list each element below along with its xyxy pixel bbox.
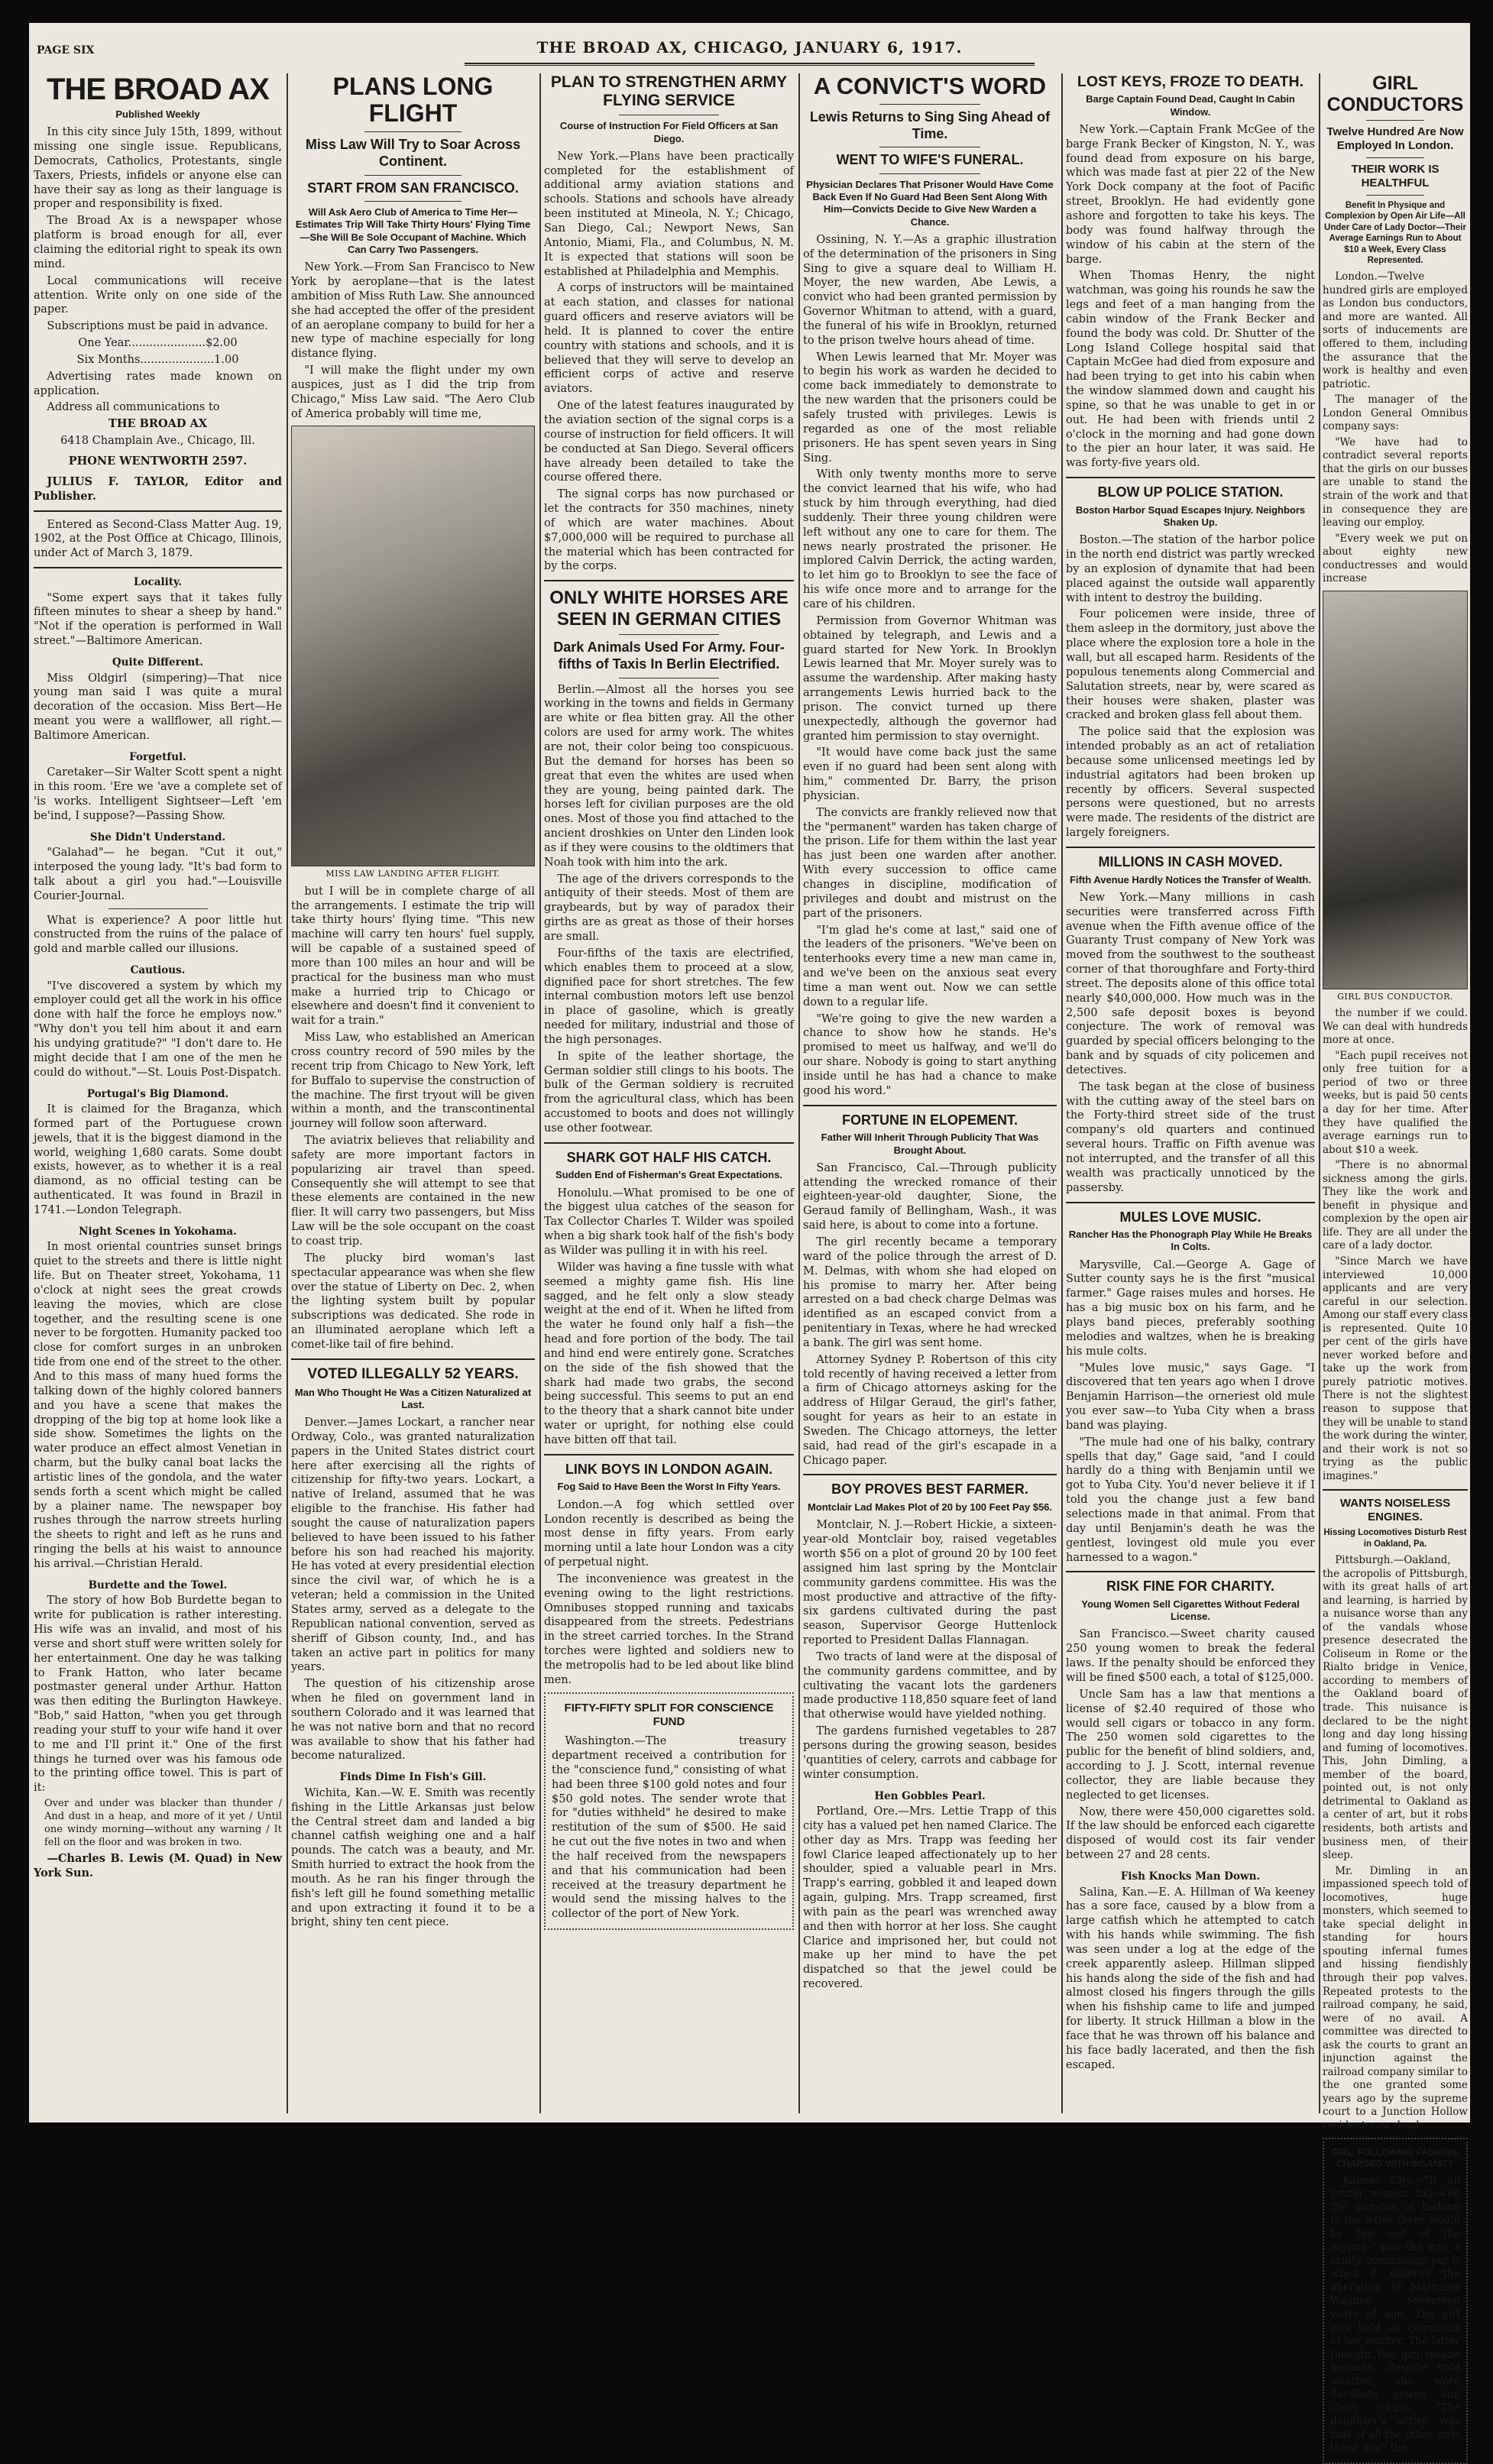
subhead: Young Women Sell Cigarettes Without Federal License. bbox=[1081, 1598, 1300, 1623]
masthead-rule bbox=[465, 63, 1035, 66]
paragraph: In this city since July 15th, 1899, without missing one single issue. Republicans, Democrats, Catholics, Protestants, single Taxers, Priests, infidels or anyone else can have their say as long as their language is proper and responsibility is fixed. bbox=[34, 126, 282, 211]
paragraph: "We're going to give the new warden a chance to show how he stands. He's promised to meet us halfway, and we'll do our share. Nobody is going to start anything inside until he has had a chance to make good his word." bbox=[803, 1012, 1057, 1097]
divider bbox=[1366, 195, 1424, 196]
box-heading: FIFTY-FIFTY SPLIT FOR CONSCIENCE FUND bbox=[564, 1701, 774, 1729]
paragraph: Miss Law, who established an American cross country record of 590 miles by the recent trip from Chicago to New York, left for Buffalo to supervise the construction of the machine. The first tryout will be given within a month, and the transcontinental journey will follow soon afterward. bbox=[291, 1031, 535, 1131]
paper-subtitle: Published Weekly bbox=[115, 108, 200, 120]
column-4 bbox=[803, 73, 1057, 2113]
divider bbox=[291, 1358, 535, 1360]
headline: BOY PROVES BEST FARMER. bbox=[831, 1481, 1028, 1498]
paragraph: "Some expert says that it takes fully fifteen minutes to shear a sheep by hand." "Not if the operation is performed in Wall street."—Baltimore American. bbox=[34, 591, 282, 648]
subhead: Will Ask Aero Club of America to Time Her—Estimates Trip Will Take Thirty Hours' Flying Time—She Will Be Sole Occupant of Machine. Which Can Carry Two Passengers. bbox=[295, 206, 531, 255]
paragraph: Four-fifths of the taxis are electrified, which enables them to proceed at a slow, dignified pace for short stretches. The few internal combustion motors left use benzol in place of gasoline, which is greatly needed for military, industrial and those of the high personages. bbox=[544, 947, 794, 1046]
paragraph: Address all communications to bbox=[47, 401, 220, 414]
subhead: Father Will Inherit Through Publicity That Was Brought About. bbox=[821, 1132, 1039, 1156]
subhead: Rancher Has the Phonograph Play While He Breaks In Colts. bbox=[1068, 1229, 1313, 1253]
subhead: Fog Said to Have Been the Worst In Fifty Years. bbox=[557, 1481, 781, 1493]
paragraph: "Mules love music," says Gage. "I discovered that ten years ago when I drove Benjamin Harrison—the orneriest old mule you ever saw—to Yuba City when a brass band was playing. bbox=[1066, 1362, 1315, 1432]
paragraph: Mr. Dimling in an impassioned speech told of locomotives, huge monsters, which seemed to take special delight in standing for hours spouting infernal fumes and hissing fiendishly through their pop valves. Repeated protests to the railroad company, he said, were of no avail. A committee was directed to ask the courts to grant an injunction against the railroad company similar to the one granted some years ago by the supreme court to a Junction Hollow resident now dead. bbox=[1323, 1864, 1468, 2132]
paragraph: The manager of the London General Omnibus company says: bbox=[1323, 393, 1468, 433]
paragraph: The plucky bird woman's last spectacular appearance was when she flew over the statue of Liberty on Dec. 2, when the lighting system built by popular subscriptions was dedicated. She rode in an illuminated aeroplane which left a comet-like tail of fire behind. bbox=[291, 1251, 535, 1351]
paragraph: Local communications will receive attention. Write only on one side of the paper. bbox=[34, 274, 282, 316]
paragraph: The age of the drivers corresponds to the antiquity of their steeds. Most of them are graybeards, but by way of paradox their girths are as great as those of their horses are small. bbox=[544, 873, 794, 943]
subhead: Boston Harbor Squad Escapes Injury. Neighbors Shaken Up. bbox=[1075, 503, 1306, 529]
headline: GIRL CONDUCTORS bbox=[1326, 73, 1464, 115]
paragraph: "It would have come back just the same even if no guard had been sent along with him," commented Dr. Barry, the prison physician. bbox=[803, 746, 1057, 802]
headline: ONLY WHITE HORSES ARE SEEN IN GERMAN CITIES bbox=[549, 588, 789, 630]
item-heading: She Didn't Understand. bbox=[89, 831, 226, 843]
paragraph: Ossining, N. Y.—As a graphic illustration of the determination of the prisoners in Sing Sing to give a square deal to William H. Moyer, the new warden, Abe Lewis, a convict who had been granted permission by Governor Whitman to attend, with a guard, the funeral of his wife in Brooklyn, returned to the prison twelve hours ahead of time. bbox=[803, 233, 1057, 347]
paragraph: New York.—Captain Frank McGee of the barge Frank Becker of Kingston, N. Y., was found dead from exposure on his barge, which was made fast at pier 22 of the New York Dock company at the foot of Pacific street, Brooklyn. He had evidently gone ashore and forgotten to take his keys. The body was found halfway through the window of his cabin at the stern of the barge. bbox=[1066, 123, 1315, 266]
column-5 bbox=[1066, 73, 1315, 2113]
paragraph: San Francisco, Cal.—Through publicity attending the wrecked romance of their eighteen-year-old daughter, Sione, the Geraud family of Bellingham, Wash., it was said here, is about to come into a fortune. bbox=[803, 1161, 1057, 1232]
paragraph: In most oriental countries sunset brings quiet to the streets and there is little night life. But on Theater street, Yokohama, 11 o'clock at night sees the great crowds leaving the movies, which are close together, and the resulting scene is one never to be forgotten. Humanity packed too close for comfort surges in an unbroken tide from one end of the street to the other. And to this mass of many hued forms the talking down of the highly colored banners and you have a scene that makes the dropping of the big top at home look like a side show. Sometimes the lights on the water produce an effect almost Venetian in charm, but the bulky canal boat lacks the artistic lines of the gondola, and the water sends forth a scent which might be called by a plainer name. The newspaper boy rushes through the narrow streets hurling the sheets to right and left as he runs and ringing the bells at his waist to announce his arrival.—Christian Herald. bbox=[34, 1241, 282, 1570]
page-number: PAGE SIX bbox=[37, 44, 95, 57]
headline: RISK FINE FOR CHARITY. bbox=[1106, 1578, 1274, 1595]
deck: Twelve Hundred Are Now Employed In London. bbox=[1326, 125, 1464, 152]
boxed-story bbox=[544, 1692, 794, 1930]
paragraph: The signal corps has now purchased or let the contracts for 350 machines, ninety of which are water machines. About $7,000,000 will be required to purchase all the material which has been contracted for by the corps. bbox=[544, 488, 794, 573]
paragraph: When Thomas Henry, the night watchman, was going his rounds he saw the legs and feet of a man hanging from the cabin window of the Frank Becker and found the body was cold. Dr. Shutter of the Long Island College hospital said that Captain McGee had died from exposure and had been trying to get into his cabin when the window slammed down and caught his spine, so that he was unable to get in or out. He had been with friends until 2 o'clock in the morning and had gone down to the pier an hour later, it was said. He was forty-five years old. bbox=[1066, 270, 1315, 470]
divider bbox=[544, 580, 794, 581]
item-heading: Forgetful. bbox=[129, 750, 186, 763]
deck-heading: START FROM SAN FRANCISCO. bbox=[307, 180, 519, 196]
divider bbox=[34, 510, 282, 512]
divider bbox=[108, 908, 208, 909]
paragraph: Two tracts of land were at the disposal of the community gardens committee, and by cultivating the vacant lots the gardeners made productive 118,850 square feet of land that otherwise would have yielded nothing. bbox=[803, 1650, 1057, 1721]
subhead: Course of Instruction For Field Officers at San Diego. bbox=[559, 120, 779, 144]
paragraph: The Broad Ax is a newspaper whose platform is broad enough for all, ever claiming the editorial right to speak its own mind. bbox=[34, 215, 282, 270]
paper-title: THE BROAD AX bbox=[47, 73, 269, 106]
address-line: 6418 Champlain Ave., Chicago, Ill. bbox=[60, 435, 255, 448]
paragraph: "There is no abnormal sickness among the girls. They like the work and benefit in physique and complexion by the open air life. They are all under the care of a lady doctor. bbox=[1323, 1159, 1468, 1252]
divider bbox=[1066, 477, 1315, 478]
photo-caption: GIRL BUS CONDUCTOR. bbox=[1337, 991, 1453, 1002]
paragraph: The aviatrix believes that reliability and safety are more important factors in popularizing air travel than speed. Consequently she will attempt to see that these elements are contained in the new flier. It will carry two passengers, but Miss Law will be the sole occupant on the coast to coast trip. bbox=[291, 1135, 535, 1248]
deck: Miss Law Will Try to Soar Across Continent. bbox=[305, 137, 521, 169]
paragraph: "Every week we put on about eighty new conductresses and would increase bbox=[1323, 532, 1468, 585]
rate-line: Six Months.....................1.00 bbox=[76, 353, 239, 366]
headline: A CONVICT'S WORD bbox=[813, 73, 1047, 99]
paragraph: New York.—Plans have been practically completed for the establishment of additional army aviation stations and schools. Stations and schools have already been instituted at Mineola, N. Y.; Chicago, San Diego, Cal.; Newport News, San Antonio, Miami, Fla., and Columbus, N. M. It is expected that stations will soon be established at Philadelphia and Memphis. bbox=[544, 150, 794, 278]
headline: PLAN TO STRENGTHEN ARMY FLYING SERVICE bbox=[550, 73, 788, 110]
paragraph: Kansas City.—"If all young women followed the dictates of fashion to the letter there would be few out of the asylum," was the way a sanity commission put it when it ordered the liberation of Margaret Wagner, seventeen years of age. The girl was held on complaint of her mother. The latter thought the girl insane because, despite cold weather, she wore decollete gowns and short skirts. "The daughter's attire was that of all the other girls these day," the bbox=[1330, 2174, 1460, 2455]
paragraph: Attorney Sydney P. Robertson of this city told recently of having received a letter from a firm of Chicago attorneys asking for the address of Hilgar Geraud, the girl's father, sought for years as heir to an estate in Sweden. The Chicago attorneys, the letter said, had read of the girl's escapade in a Chicago paper. bbox=[803, 1353, 1057, 1467]
paragraph: "Galahad"— he began. "Cut it out," interposed the young lady. "It's bad form to talk about a girl you had."—Louisville Courier-Journal. bbox=[34, 847, 282, 902]
paragraph: New York.—Many millions in cash securities were transferred across Fifth avenue when the Fifth avenue office of the Guaranty Trust company of New York was moved from the southwest to the southeast corner of that thoroughfare and Forty-third street. The deposits alone of this office total nearly $40,000,000. How much was in the 2,500 safe deposit boxes is beyond conjecture. The work of removal was guarded by special officers belonging to the bank and by squads of city policemen and detectives. bbox=[1066, 891, 1315, 1077]
paragraph: San Francisco.—Sweet charity caused 250 young women to break the federal laws. If the penalty should be enforced they will be fined $500 each, a total of $125,000. bbox=[1066, 1628, 1315, 1684]
paragraph: "We have had to contradict several reports that the girls on our busses are unable to stand the strain of the work and that in consequence they are leaving our employ. bbox=[1323, 435, 1468, 529]
divider bbox=[803, 1105, 1057, 1106]
paragraph: What is experience? A poor little hut constructed from the ruins of the palace of gold and marble called our illusions. bbox=[34, 914, 282, 956]
paragraph: Portland, Ore.—Mrs. Lettie Trapp of this city has a valued pet hen named Clarice. The other day as Mrs. Trapp was feeding her fowl Clarice leaped affectionately up to her shoulder, spied a valuable pearl in Mrs. Trapp's earring, gobbled it and leaped down again, gulping. Mrs. Trapp screamed, first with pain as the pearl was wrenched away and then with horror at her loss. She caught Clarice and imprisoned her, but could not make up her mind to have the pet dispatched so that the jewel could be recovered. bbox=[803, 1805, 1057, 1991]
paragraph: The inconvenience was greatest in the evening owing to the light restrictions. Omnibuses stopped running and taxicabs disappeared from the streets. Pedestrians in the street carried torches. In the Strand torches were lighted and soldiers new to the metropolis had to be led about like blind men. bbox=[544, 1572, 794, 1686]
subhead: Montclair Lad Makes Plot of 20 by 100 Feet Pay $56. bbox=[807, 1501, 1053, 1514]
paragraph: "The mule had one of his balky, contrary spells that day," Gage said, "and I could hardly do a thing with Benjamin until we got to Yuba City. You'd never believe it if I told you the change just a few band selections made in that animal. From that day until Benjamin's death he was the gentlest, lovingest old mule you ever harnessed to a wagon." bbox=[1066, 1436, 1315, 1564]
paragraph: Montclair, N. J.—Robert Hickie, a sixteen-year-old Montclair boy, raised vegetables worth $56 on a plot of ground 20 by 100 feet assigned him last spring by the Montclair community gardens committee. His was the most productive and attractive of the fifty-six gardens cultivated during the past season, Supervisor George Huttenlock reported to President Dallas Flannagan. bbox=[803, 1519, 1057, 1647]
paragraph: The gardens furnished vegetables to 287 persons during the growing season, besides 'quantities of celery, carrots and cabbage for winter consumption. bbox=[803, 1725, 1057, 1781]
paragraph: Four policemen were inside, three of them asleep in the dormitory, just above the place where the explosion tore a hole in the wall, but all escaped harm. Residents of the populous tenements along Commercial and Salutation streets, near by, were scared as their houses were shaken, plaster was cracked and broken glass fell about them. bbox=[1066, 608, 1315, 722]
masthead-title: THE BROAD AX, CHICAGO, JANUARY 6, 1917. bbox=[536, 38, 963, 57]
photo-miss-law bbox=[291, 426, 535, 866]
paragraph: London.—Twelve hundred girls are employed as London bus conductors, and more are wanted. All sorts of inducements are offered to them, including the assurance that the work is healthy and even patriotic. bbox=[1323, 270, 1468, 390]
divider bbox=[803, 1474, 1057, 1475]
paragraph: "I will make the flight under my own auspices, just as I did the trip from Chicago," Miss Law said. "The Aero Club of America probably will time me, bbox=[291, 364, 535, 420]
paragraph: Uncle Sam has a law that mentions a license of $2.40 required of those who would sell cigars or tobacco in any form. The 250 women sold cigarettes to the public for the benefit of blind soldiers, and, according to J. J. Scott, internal revenue collector, they are liable because they neglected to get licenses. bbox=[1066, 1688, 1315, 1802]
item-heading: Portugal's Big Diamond. bbox=[86, 1087, 229, 1100]
divider bbox=[544, 1454, 794, 1455]
column-6 bbox=[1323, 73, 1469, 2455]
paragraph: Miss Oldgirl (simpering)—That nice young man said I was quite a mural decoration of the occasion. Miss Bert—He meant you were a wallflower, all right.—Baltimore American. bbox=[34, 672, 282, 742]
paragraph: With only twenty months more to serve the convict learned that his wife, who had stuck by him through everything, had died suddenly. Their three young children were left without any one to care for them. The news nearly prostrated the prisoner. He implored Calvin Derrick, the acting warden, to let him go to Brooklyn to see the face of his wife once more and to arrange for the care of his children. bbox=[803, 468, 1057, 610]
rate-line: One Year......................$2.00 bbox=[78, 337, 238, 350]
verse: Over and under was blacker than thunder / And dust in a heap, and more of it yet / Until one windy morning—without any warning / It fell on the floor and was broken in two. bbox=[44, 1798, 282, 1848]
paragraph: The question of his citizenship arose when he filed on government land in southern Colorado and it was learned that he was not native born and that no record was available to show that his father had become naturalized. bbox=[291, 1678, 535, 1763]
divider bbox=[364, 175, 462, 176]
deck: Lewis Returns to Sing Sing Ahead of Time. bbox=[809, 109, 1051, 141]
paragraph: In spite of the leather shortage, the German soldier still clings to his boots. The bulk of the German soldiery is recruited from the agricultural class, which has been accustomed to boots and does not willingly use other footwear. bbox=[544, 1050, 794, 1135]
column-2 bbox=[291, 73, 535, 2113]
paragraph: Pittsburgh.—Oakland, the acropolis of Pittsburgh, with its great halls of art and learning, is harried by a nuisance worse than any of the vandals whose presence desecrated the Coliseum in Rome or the Rialto bridge in Venice, according to members of the Oakland board of trade. This nuisance is declared to be the night long and day long hissing and fuming of locomotives. This, John Dimling, a member of the board, pointed out, is not only detrimental to Oakland as a center of art, but it robs residents, both artists and business men, of their sleep. bbox=[1323, 1554, 1468, 1862]
deck-heading: WENT TO WIFE'S FUNERAL. bbox=[836, 152, 1024, 168]
divider bbox=[1366, 120, 1424, 121]
column-3 bbox=[544, 73, 794, 2113]
paragraph: Wichita, Kan.—W. E. Smith was recently fishing in the Little Arkansas just below the Central street dam and landed a big channel catfish weighing one and a half pounds. The catch was a beauty, and Mr. Smith hurried to extract the hook from the mouth. As he ran his finger through the fish's left gill he found something metallic and upon extracting it found it to be a bright, shiny ten cent piece. bbox=[291, 1786, 535, 1929]
paragraph: Salina, Kan.—E. A. Hillman of Wa keeney has a sore face, caused by a blow from a large catfish which he attempted to catch with his hands while swimming. The fish was seen under a log at the edge of the creek apparently asleep. Hillman slipped his hands along the side of the fish and had almost closed his fingers through the gills when his fishship came to life and jumped for liberty. It struck Hillman a blow in the face that he was thrown off his balance and his face badly lacerated, and then the fish escaped. bbox=[1066, 1886, 1315, 2071]
paragraph: The police said that the explosion was intended probably as an act of retaliation because some unlicensed meetings led by industrial agitators had been broken up recently by officers. Several suspected persons were questioned, but no arrests were made. The residents of the district are largely foreigners. bbox=[1066, 726, 1315, 840]
deck: Dark Animals Used For Army. Four-fifths of Taxis In Berlin Electrified. bbox=[553, 639, 785, 672]
subhead: Sudden End of Fisherman's Great Expectations. bbox=[555, 1169, 783, 1181]
subhead: Man Who Thought He Was a Citizen Naturalized at Last. bbox=[294, 1386, 532, 1410]
paragraph: The convicts are frankly relieved now that the "permanent" warden has taken charge of the prison. Life for them within the last year has just been one warden after another. With every succession to office came changes in discipline, modification of privileges and doubt and mistrust on the part of the prisoners. bbox=[803, 806, 1057, 920]
divider bbox=[1066, 1571, 1315, 1572]
boxed-story bbox=[1323, 2138, 1468, 2464]
paragraph: One of the latest features inaugurated by the aviation section of the signal corps is a course of instruction for field officers. It will be conducted at San Diego. Several officers have already been detailed to take the course offered there. bbox=[544, 400, 794, 484]
headline: MULES LOVE MUSIC. bbox=[1119, 1209, 1261, 1225]
paragraph: "Each pupil receives not only free tuition for a period of two or three weeks, but is paid 50 cents a day for her time. After they have qualified the average earnings run to about $10 a week. bbox=[1323, 1049, 1468, 1156]
deck-heading: THEIR WORK IS HEALTHFUL bbox=[1351, 163, 1440, 189]
paragraph: Boston.—The station of the harbor police in the north end district was partly wrecked by an explosion of dynamite that had been placed against the outside wall apparently with intent to destroy the building. bbox=[1066, 534, 1315, 604]
item-heading: Hen Gobbles Pearl. bbox=[874, 1789, 986, 1802]
photo-girl-bus-conductor bbox=[1323, 591, 1468, 989]
divider bbox=[544, 1142, 794, 1144]
paragraph: "I'm glad he's come at last," said one of the leaders of the prisoners. "We've been on tenterhooks every time a new man came in, and we've been on the anxious seat every time a man went out. Now we can settle down to a regular life. bbox=[803, 924, 1057, 1009]
phone: PHONE WENTWORTH 2597. bbox=[68, 454, 248, 468]
item-heading: Burdette and the Towel. bbox=[88, 1578, 228, 1591]
editor-line: JULIUS F. TAYLOR, Editor and Publisher. bbox=[34, 474, 282, 503]
subhead: Hissing Locomotives Disturb Rest in Oakland, Pa. bbox=[1323, 1528, 1467, 1549]
paragraph: Marysville, Cal.—George A. Gage of Sutter county says he is the first "musical farmer." Gage raises mules and horses. He has a big music box on his farm, and he plays band pieces, preferably soothing melodies and waltzes, when he is breaking his mule colts. bbox=[1066, 1258, 1315, 1358]
headline: VOTED ILLEGALLY 52 YEARS. bbox=[307, 1365, 519, 1382]
item-heading: Fish Knocks Man Down. bbox=[1120, 1870, 1261, 1883]
headline: SHARK GOT HALF HIS CATCH. bbox=[566, 1149, 772, 1165]
paragraph: Permission from Governor Whitman was obtained by telegraph, and Lewis and a guard started for New York. In Brooklyn Lewis learned that Mr. Moyer surely was to assume the wardenship. After making hasty arrangements Lewis hurried back to the prison. The convict turned up there unexpectedly, although the governor had granted him permission to stay overnight. bbox=[803, 614, 1057, 743]
column-1 bbox=[34, 73, 282, 2113]
entry-notice: Entered as Second-Class Matter Aug. 19, 1902, at the Post Office at Chicago, Illinois, under Act of March 3, 1879. bbox=[34, 518, 282, 560]
column-rule bbox=[798, 73, 800, 2113]
item-heading: Cautious. bbox=[130, 964, 186, 977]
address-name: THE BROAD AX bbox=[108, 417, 207, 431]
paragraph: Wilder was having a fine tussle with what seemed a mighty game fish. His line sagged, and he felt only a slow steady weight at the end of it. When he lifted from the water he found only half a fish—the head and fore portion of the body. The tail and hind end were entirely gone. Scratches on the side of the fish showed that the shark had made two grabs, the second being successful. This seems to put an end to the theory that a shark cannot bite under water or upright, for nothing else could have bitten off that tail. bbox=[544, 1261, 794, 1446]
item-heading: Locality. bbox=[134, 576, 182, 589]
headline: PLANS LONG FLIGHT bbox=[332, 73, 494, 128]
headline: MILLIONS IN CASH MOVED. bbox=[1098, 853, 1283, 869]
paragraph: A corps of instructors will be maintained at each station, and classes for national guard officers and reserve aviators will be held. It is planned to cover the entire country with stations and schools, and it is believed that they will serve to develop an efficient corps of active and reserve aviators. bbox=[544, 282, 794, 396]
item-heading: Night Scenes in Yokohama. bbox=[79, 1225, 237, 1238]
divider bbox=[1366, 157, 1424, 158]
paragraph: Subscriptions must be paid in advance. bbox=[47, 320, 268, 333]
paragraph: Caretaker—Sir Walter Scott spent a night in this room. 'Ere we 'ave a complete set of 'is works. Intelligent Sightseer—Left 'em be'ind, I suppose?—Passing Show. bbox=[34, 766, 282, 822]
paragraph: Denver.—James Lockart, a rancher near Ordway, Colo., was granted naturalization papers in the United States district court here after exercising all the rights of citizenship for fifty-two years. Lockart, a native of Ireland, assumed that he was eligible to the franchise. His father had sought the cause of naturalization papers believed to have been issued to his father before his son had reached his majority. He has voted at every presidential election since the civil war, of which he is a veteran; held a commission in the United States army, served as a delegate to the Republican national convention, served as sheriff of Gibson county, Ind., and has taken an active part in politics for many years. bbox=[291, 1417, 535, 1674]
subhead: Fifth Avenue Hardly Notices the Transfer of Wealth. bbox=[1070, 873, 1311, 886]
paragraph: Honolulu.—What promised to be one of the biggest ulua catches of the season for Tax Collector Charles T. Wilder was spoiled when a big shark took half of the fish's body as Wilder was pulling it in with his reel. bbox=[544, 1187, 794, 1257]
divider bbox=[1066, 1202, 1315, 1203]
headline: BLOW UP POLICE STATION. bbox=[1097, 484, 1284, 500]
paragraph: but I will be in complete charge of all the arrangements. I estimate the trip will take thirty hours' flying time. "This new machine will carry ten hours' fuel supply, will be capable of a sustained speed of more than 100 miles an hour and will be practical for the business man who must make a hurried trip to Chicago or elsewhere and doesn't find it convenient to wait for a train." bbox=[291, 885, 535, 1028]
paragraph: Advertising rates made known on application. bbox=[34, 370, 282, 397]
paragraph: London.—A fog which settled over London recently is described as being the most dense in fifty years. From early morning until a late hour London was a city of perpetual night. bbox=[544, 1498, 794, 1569]
paragraph: It is claimed for the Braganza, which formed part of the Portuguese crown jewels, that it is the biggest diamond in the world, weighing 1,680 carats. Some doubt exists, however, as to whether it is a real diamond, as no official testing can be authenticated. It was found in Brazil in 1741.—London Telegraph. bbox=[34, 1103, 282, 1216]
divider bbox=[34, 567, 282, 568]
paragraph: the number if we could. We can deal with hundreds more at once. bbox=[1323, 1007, 1468, 1047]
divider bbox=[619, 634, 719, 635]
paragraph: "I've discovered a system by which my employer could get all the work in his office done with half the force he employs now." "Why don't you tell him about it and earn his undying gratitude?" "I don't dare to. He might decide that I am one of the men he could do without."—St. Louis Post-Dispatch. bbox=[34, 979, 282, 1079]
divider bbox=[364, 131, 462, 132]
paragraph: The girl recently became a temporary ward of the police through the arrest of D. M. Delmas, with whom she had eloped on his promise to marry her. After being arrested on a bad check charge Delmas was identified as an escaped convict from a penitentiary in Texas, where he had wrecked a bank. The girl was sent home. bbox=[803, 1235, 1057, 1349]
column-rule bbox=[1319, 73, 1320, 2113]
paragraph: The task began at the close of business with the cutting away of the steel bars on the Forty-third street side of the trust company's old quarters and continued several hours. Traffic on Fifth avenue was not interrupted, and the transfer of all this wealth was practically unnoticed by the passersby. bbox=[1066, 1080, 1315, 1194]
item-heading: Finds Dime In Fish's Gill. bbox=[339, 1771, 487, 1784]
subhead: Physician Declares That Prisoner Would Have Come Back Even If No Guard Had Been Sent Along With Him—Convicts Decide to Give New Warden a Chance. bbox=[806, 178, 1054, 228]
column-rule bbox=[1061, 73, 1063, 2113]
newspaper-page bbox=[29, 23, 1470, 2455]
paragraph: When Lewis learned that Mr. Moyer was to begin his work as warden he decided to come back immediately to demonstrate to the new warden that the prisoners could be safely trusted with privileges. Lewis is regarded as one of the most reliable prisoners. He has spent seven years in Sing Sing. bbox=[803, 351, 1057, 465]
headline: WANTS NOISELESS ENGINES. bbox=[1339, 1497, 1451, 1524]
divider bbox=[1066, 847, 1315, 848]
divider bbox=[879, 104, 981, 105]
paragraph: Washington.—The treasury department received a contribution for the "conscience fund," consisting of what had been three $100 gold notes and four $50 gold notes. The sender wrote that for "duties withheld" he desired to make restitution of the sum of $500. He said he cut out the five notes in two and when the half received from the newspapers and that his communication had been received at the treasury department he would send the missing halves to the collector of the port of New York. bbox=[552, 1735, 786, 1921]
box-heading: GIRL, FOLLOWING FASHION, CHARGED WITH INSANITY bbox=[1330, 2146, 1460, 2169]
headline: FORTUNE IN ELOPEMENT. bbox=[841, 1112, 1018, 1128]
paragraph: New York.—From San Francisco to New York by aeroplane—that is the latest ambition of Miss Ruth Law. She announced she had accepted the offer of the president of an aeroplane company to build for her a new type of machine especially for long distance flying. bbox=[291, 261, 535, 361]
paragraph: Berlin.—Almost all the horses you see working in the towns and fields in Germany are white or flea bitten gray. All the other colors are used for army work. The whites are not, their color being too conspicuous. But the demand for horses has been so great that even the whites are used when they are young, being painted dark. The horses left for civilian purposes are the old ones. Most of those you find attached to the ancient droshkies on Unter den Linden look as if they were cousins to the oldtimers that Noah took with him into the ark. bbox=[544, 683, 794, 869]
subhead: Benefit In Physique and Complexion by Open Air Life—All Under Care of Lady Doctor—Their Average Earnings Run to About $10 a Week, Every Class Represented. bbox=[1324, 201, 1466, 265]
signature: —Charles B. Lewis (M. Quad) in New York Sun. bbox=[34, 1851, 282, 1880]
column-rule bbox=[287, 73, 288, 2113]
headline: LOST KEYS, FROZE TO DEATH. bbox=[1077, 73, 1304, 90]
divider bbox=[1323, 1489, 1468, 1491]
divider bbox=[364, 201, 462, 202]
divider bbox=[879, 173, 981, 174]
photo-caption: MISS LAW LANDING AFTER FLIGHT. bbox=[325, 869, 500, 879]
subhead: Barge Captain Found Dead, Caught In Cabin Window. bbox=[1086, 93, 1295, 118]
headline: LINK BOYS IN LONDON AGAIN. bbox=[565, 1461, 773, 1477]
paragraph: Now, there were 450,000 cigarettes sold. If the law should be enforced each cigarette disposed of would cost its fair vender between 27 and 28 cents. bbox=[1066, 1805, 1315, 1862]
masthead bbox=[37, 38, 1462, 70]
paragraph: "Since March we have interviewed 10,000 applicants and are very careful in our selection. Among our staff every class is represented. Quite 10 per cent of the girls have never worked before and take up the work from purely patriotic motives. There is not the slightest reason to suppose that they will be unable to stand the work during the winter, and their work is not so trying as the public imagines." bbox=[1323, 1255, 1469, 1482]
paragraph: The story of how Bob Burdette began to write for publication is rather interesting. His wife was an invalid, and most of his verse and short stuff were written solely for her entertainment. One day he was talking to Frank Hatton, who later became postmaster general under Arthur. Hatton was then editing the Burlington Hawkeye. "Bob," said Hatton, "when you get through reading your stuff to your wife hand it over to me and I'll print it." One of the first things he turned over was his famous ode to the printing office towel. This is part of it: bbox=[34, 1595, 282, 1795]
item-heading: Quite Different. bbox=[112, 656, 204, 669]
column-rule bbox=[539, 73, 541, 2113]
